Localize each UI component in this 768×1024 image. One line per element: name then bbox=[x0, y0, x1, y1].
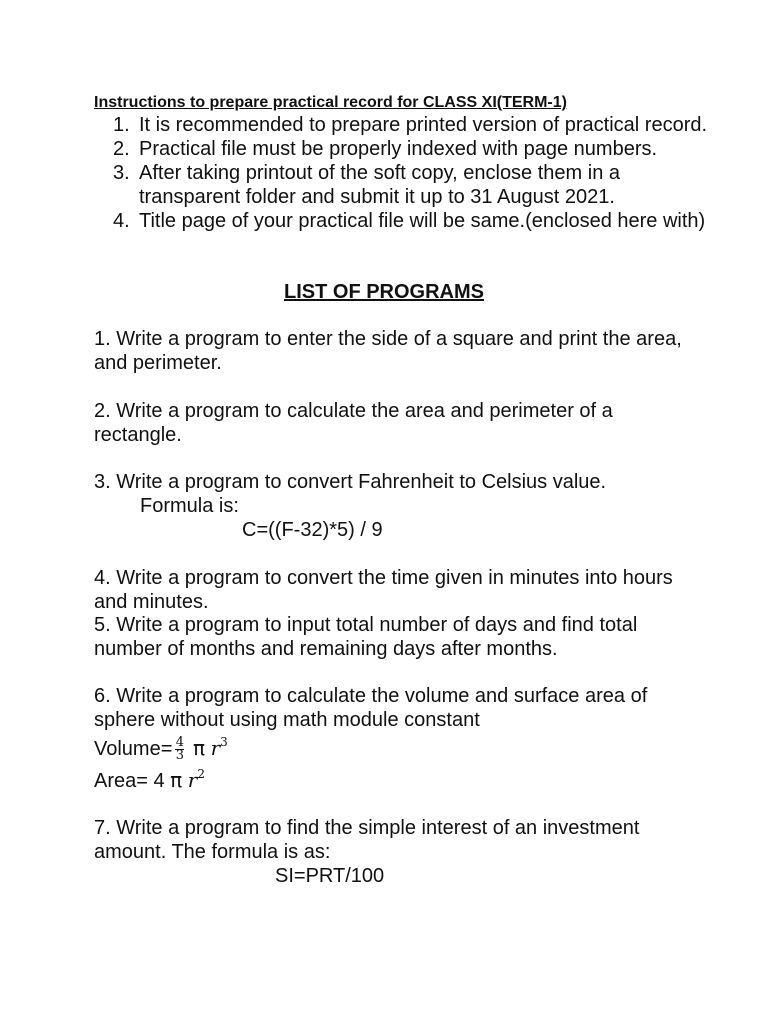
program-3: 3. Write a program to convert Fahrenheit to Celsius value. bbox=[94, 471, 607, 493]
instruction-number: 4. bbox=[113, 210, 130, 232]
instruction-text: It is recommended to prepare printed version of practical record. bbox=[139, 114, 708, 136]
instruction-number: 1. bbox=[113, 114, 130, 136]
program-1: 1. Write a program to enter the side of a square and print the area, and perimeter. bbox=[94, 328, 682, 374]
program-3-formula-label: Formula is: bbox=[140, 495, 239, 517]
instruction-item bbox=[113, 209, 713, 233]
program-7-formula: SI=PRT/100 bbox=[275, 865, 385, 887]
instructions-heading: Instructions to prepare practical record for CLASS XI(TERM-1) bbox=[94, 94, 567, 111]
fraction bbox=[175, 737, 184, 762]
program-4: 4. Write a program to convert the time given in minutes into hours and minutes. bbox=[94, 567, 673, 613]
program-6: 6. Write a program to calculate the volume and surface area of sphere without using math module constant bbox=[94, 685, 648, 731]
radius-variable: r bbox=[187, 768, 198, 792]
instruction-item bbox=[113, 113, 713, 137]
area-label: Area= 4 bbox=[94, 770, 165, 792]
instruction-number: 3. bbox=[113, 162, 130, 184]
pi-symbol: π bbox=[192, 736, 205, 760]
fraction-denominator: 3 bbox=[175, 748, 185, 764]
exponent: 2 bbox=[197, 767, 205, 781]
list-of-programs-title: LIST OF PROGRAMS bbox=[284, 281, 484, 303]
area-formula bbox=[94, 768, 205, 793]
instruction-text: After taking printout of the soft copy, enclose them in a transparent folder and submit it up to 31 August 2021. bbox=[139, 162, 621, 208]
radius-variable: r bbox=[210, 736, 221, 760]
instruction-item bbox=[113, 161, 713, 209]
instruction-number: 2. bbox=[113, 138, 130, 160]
instruction-item bbox=[113, 137, 713, 161]
exponent: 3 bbox=[220, 735, 228, 749]
volume-label: Volume= bbox=[94, 738, 173, 760]
program-7: 7. Write a program to find the simple interest of an investment amount. The formula is as: bbox=[94, 817, 640, 863]
pi-symbol: π bbox=[170, 768, 183, 792]
program-2: 2. Write a program to calculate the area and perimeter of a rectangle. bbox=[94, 400, 613, 446]
program-5: 5. Write a program to input total number of days and find total number of months and remaining days after months. bbox=[94, 614, 638, 660]
instructions-list bbox=[113, 113, 713, 233]
volume-formula bbox=[94, 736, 228, 762]
program-3-formula: C=((F-32)*5) / 9 bbox=[242, 519, 383, 541]
instruction-text: Practical file must be properly indexed with page numbers. bbox=[139, 138, 658, 160]
fraction-numerator: 4 bbox=[175, 735, 185, 751]
instruction-text: Title page of your practical file will be same.(enclosed here with) bbox=[139, 210, 706, 232]
